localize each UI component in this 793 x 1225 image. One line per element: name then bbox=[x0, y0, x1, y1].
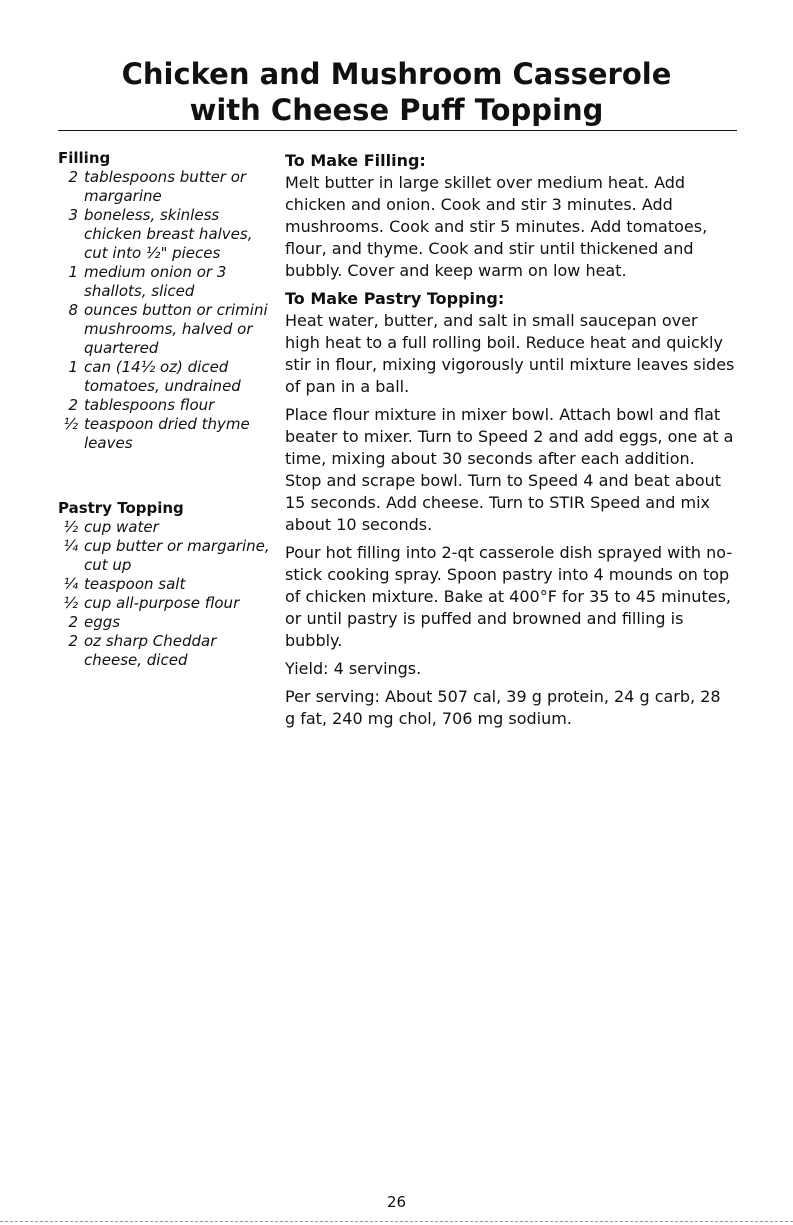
ingredient-qty: ½ bbox=[63, 518, 78, 536]
ingredient-item bbox=[58, 301, 278, 358]
ingredient-desc: cup all-purpose flour bbox=[84, 594, 240, 612]
ingredient-qty: 1 bbox=[68, 263, 78, 281]
recipe-title bbox=[0, 56, 793, 128]
ingredient-qty: 1 bbox=[68, 358, 78, 376]
ingredient-qty: 2 bbox=[68, 396, 78, 414]
ingredient-item bbox=[58, 632, 278, 670]
ingredient-desc: teaspoon dried thyme leaves bbox=[84, 415, 250, 452]
yield-text: Yield: 4 servings. bbox=[285, 659, 422, 678]
ingredient-item bbox=[58, 263, 278, 301]
pastry-topping-heading: Pastry Topping bbox=[58, 499, 184, 517]
ingredient-desc: oz sharp Cheddar cheese, diced bbox=[84, 632, 217, 669]
ingredient-desc: boneless, skinless chicken breast halves, cut into ½" pieces bbox=[84, 206, 253, 262]
ingredient-qty: 2 bbox=[68, 613, 78, 631]
ingredient-desc: can (14½ oz) diced tomatoes, undrained bbox=[84, 358, 241, 395]
ingredient-item bbox=[58, 415, 278, 453]
ingredient-qty: ½ bbox=[63, 415, 78, 433]
ingredient-item bbox=[58, 168, 278, 206]
ingredient-qty: 8 bbox=[68, 301, 78, 319]
ingredient-qty: ¼ bbox=[63, 537, 78, 555]
ingredient-qty: ¼ bbox=[63, 575, 78, 593]
ingredient-qty: 3 bbox=[68, 206, 78, 224]
ingredients-column bbox=[58, 148, 278, 670]
ingredient-desc: cup butter or margarine, cut up bbox=[84, 537, 270, 574]
pastry-ingredients-list bbox=[58, 518, 278, 670]
ingredient-desc: cup water bbox=[84, 518, 159, 536]
ingredient-item bbox=[58, 396, 278, 415]
title-line-2: with Cheese Puff Topping bbox=[189, 93, 604, 127]
ingredient-qty: 2 bbox=[68, 632, 78, 650]
ingredient-item bbox=[58, 358, 278, 396]
ingredient-qty: 2 bbox=[68, 168, 78, 186]
make-filling-text: Melt butter in large skillet over medium heat. Add chicken and onion. Cook and stir 3 minutes. Add mushrooms. Cook and stir 5 minutes. Add tomatoes, flour, and thyme. Cook and stir until thickened and bubbly. Cover and keep warm on low heat. bbox=[285, 173, 708, 280]
ingredient-desc: teaspoon salt bbox=[84, 575, 186, 593]
ingredient-item bbox=[58, 518, 278, 537]
ingredient-desc: eggs bbox=[84, 613, 121, 631]
ingredient-item bbox=[58, 594, 278, 613]
title-line-1: Chicken and Mushroom Casserole bbox=[121, 57, 672, 91]
ingredient-item bbox=[58, 537, 278, 575]
ingredient-item bbox=[58, 206, 278, 263]
ingredient-desc: ounces button or crimini mushrooms, halved or quartered bbox=[84, 301, 268, 357]
ingredient-desc: tablespoons flour bbox=[84, 396, 215, 414]
title-divider bbox=[58, 130, 737, 131]
ingredient-item bbox=[58, 613, 278, 632]
make-pastry-heading: To Make Pastry Topping: bbox=[285, 289, 505, 308]
instructions-column bbox=[285, 150, 735, 736]
ingredient-item bbox=[58, 575, 278, 594]
make-pastry-step-2: Place flour mixture in mixer bowl. Attach bowl and flat beater to mixer. Turn to Speed 2 and add eggs, one at a time, mixing about 30 seconds after each addition. Stop and scrape bowl. Turn to Speed 4 and beat about 15 seconds. Add cheese. Turn to STIR Speed and mix about 10 seconds. bbox=[285, 405, 734, 534]
make-filling-heading: To Make Filling: bbox=[285, 151, 426, 170]
ingredient-qty: ½ bbox=[63, 594, 78, 612]
filling-heading: Filling bbox=[58, 149, 111, 167]
filling-ingredients-list bbox=[58, 168, 278, 453]
nutrition-text: Per serving: About 507 cal, 39 g protein, 24 g carb, 28 g fat, 240 mg chol, 706 mg sodium. bbox=[285, 687, 721, 728]
bottom-edge-line bbox=[0, 1221, 793, 1222]
ingredient-desc: medium onion or 3 shallots, sliced bbox=[84, 263, 227, 300]
page-number: 26 bbox=[386, 1193, 407, 1211]
ingredient-desc: tablespoons butter or margarine bbox=[84, 168, 247, 205]
make-pastry-step-1: Heat water, butter, and salt in small saucepan over high heat to a full rolling boil. Reduce heat and quickly stir in flour, mixing vigorously until mixture leaves sides of pan in a ball. bbox=[285, 311, 735, 396]
make-pastry-step-3: Pour hot filling into 2-qt casserole dish sprayed with no-stick cooking spray. Spoon pastry into 4 mounds on top of chicken mixture. Bake at 400°F for 35 to 45 minutes, or until pastry is puffed and browned and filling is bubbly. bbox=[285, 543, 733, 650]
